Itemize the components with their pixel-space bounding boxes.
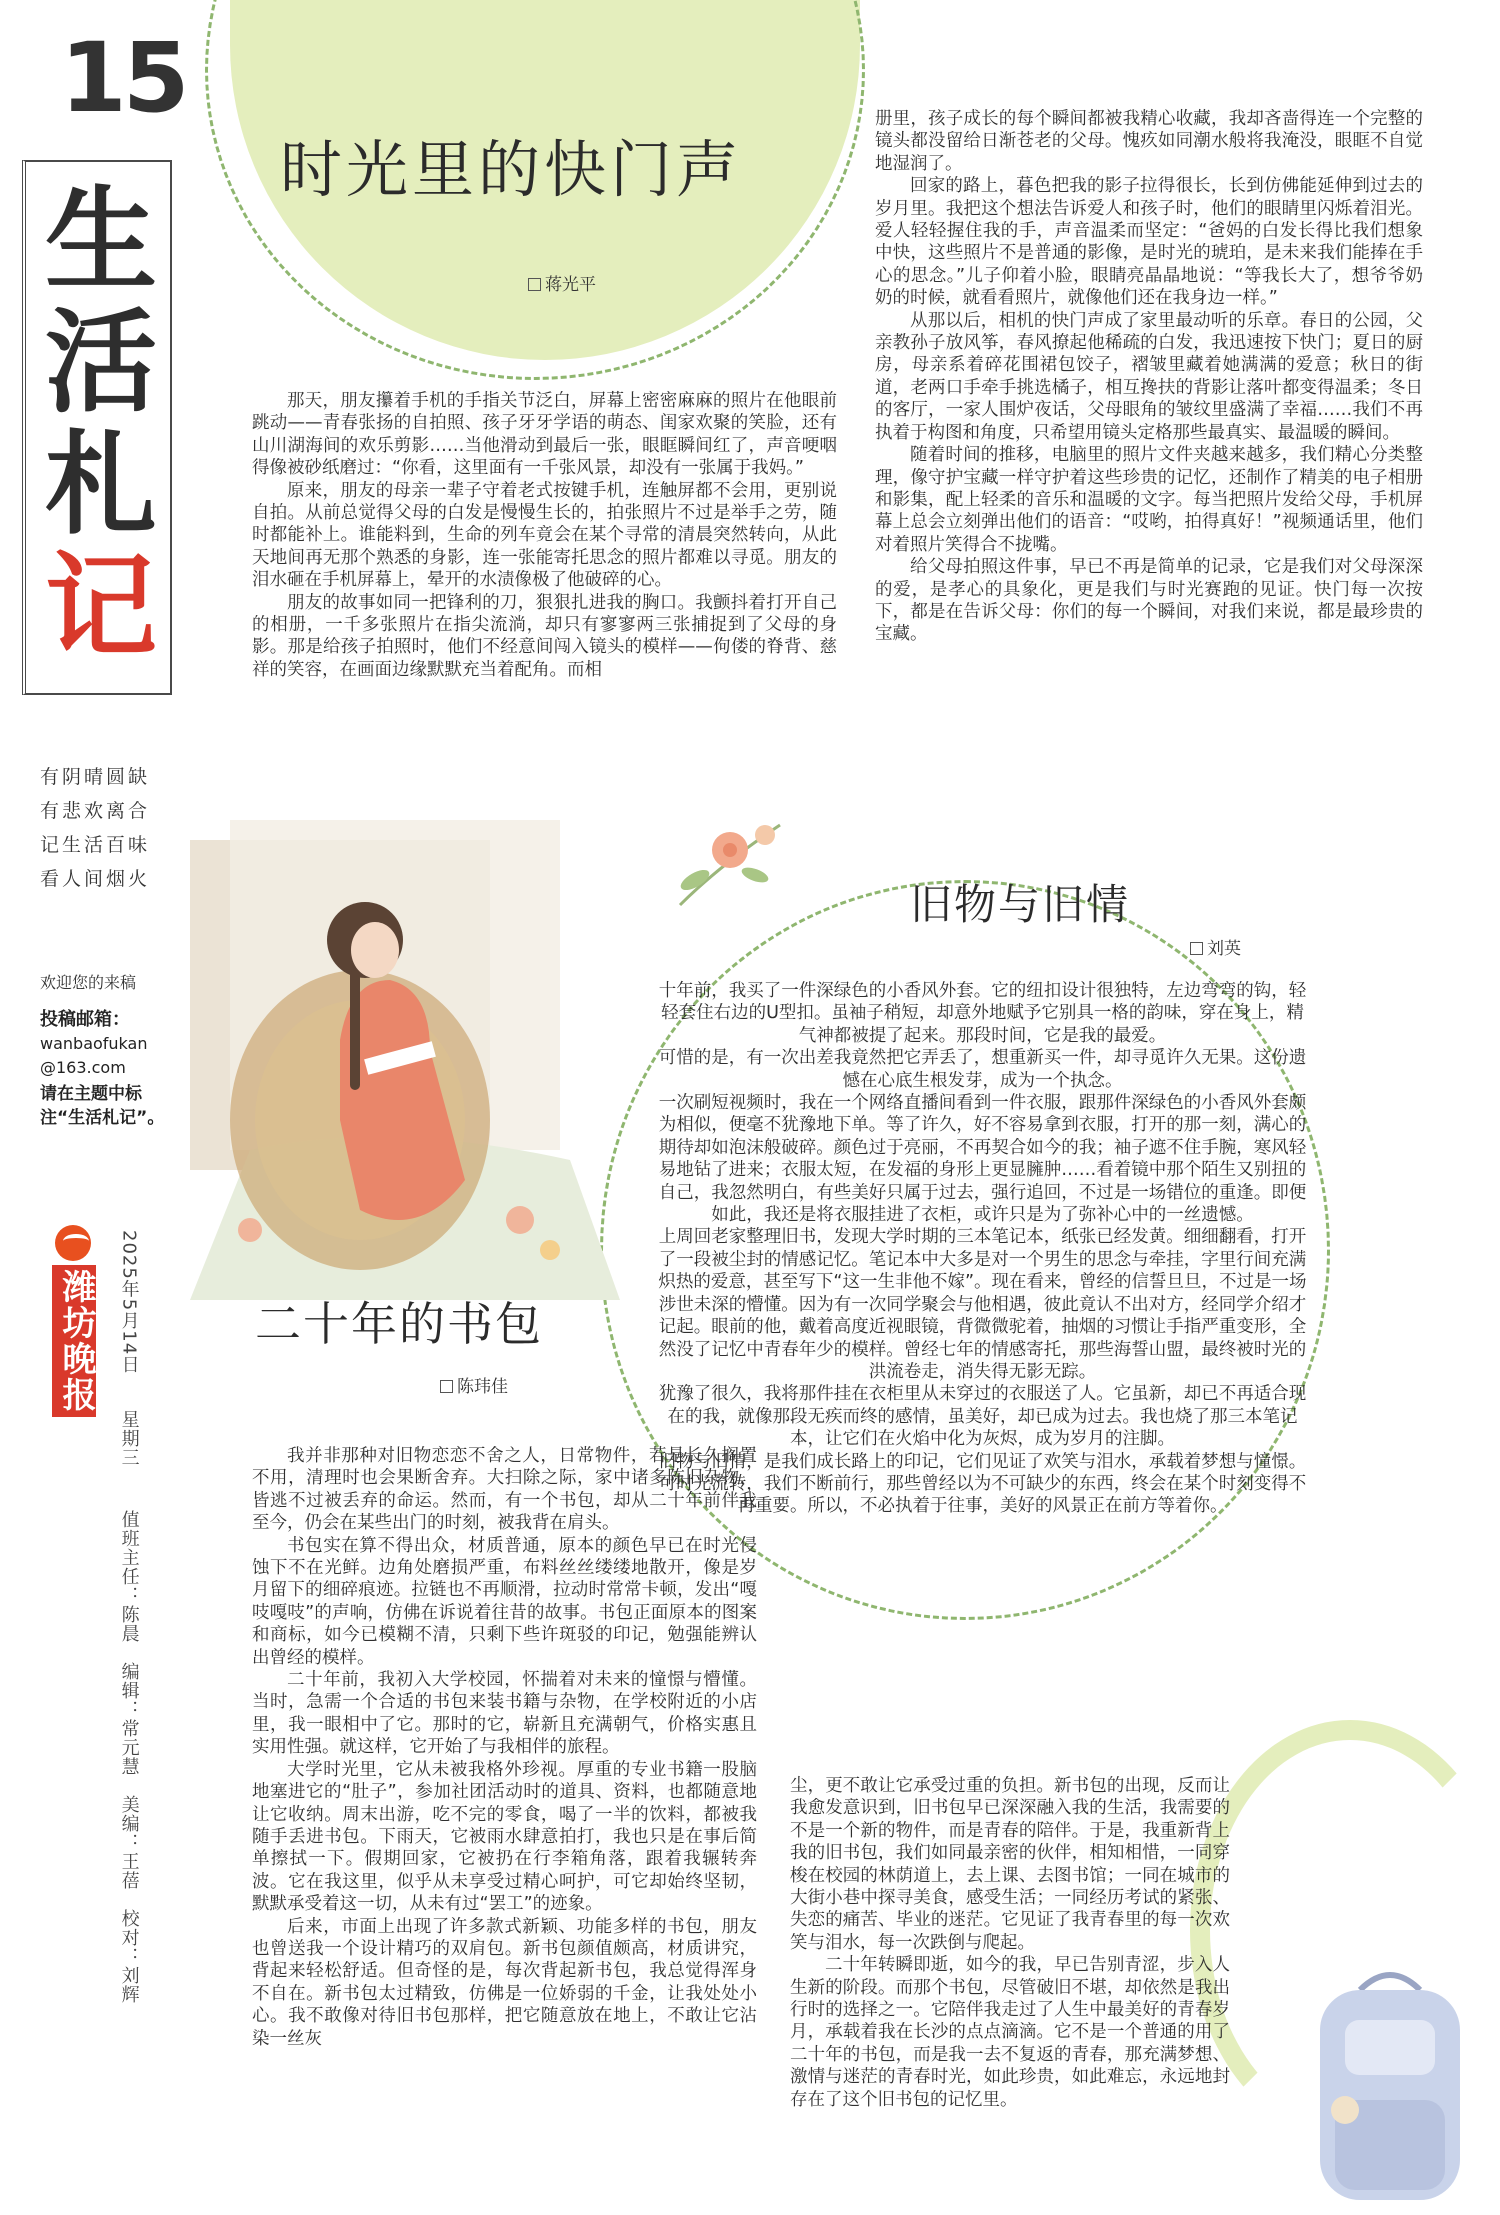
- article1-paragraph: 朋友的故事如同一把锋利的刀，狠狠扎进我的胸口。我颤抖着打开自己的相册，一千多张照片在指尖流淌，却只有寥寥两三张捕捉到了父母的身影。那是给孩子拍照时，他们不经意间闯入镜头的模样——佝偻的脊背、慈祥的笑容，在画面边缘默默充当着配角。而相: [252, 592, 837, 680]
- flower-illustration: [660, 805, 790, 915]
- article1-paragraph: 回家的路上，暮色把我的影子拉得很长，长到仿佛能延伸到过去的岁月里。我把这个想法告诉爱人和孩子时，他们的眼睛里闪烁着泪光。爱人轻轻握住我的手，声音温柔而坚定：“爸妈的白发长得比我们想象中快，这些照片不是普通的影像，是时光的琥珀，是未来我们能捧在手心的思念。”儿子仰着小脸，眼睛亮晶晶地说：“等我长大了，想爷爷奶奶的时候，就看看照片，就像他们还在我身边一样。”: [875, 176, 1423, 309]
- flower-bud: [755, 825, 775, 845]
- article3-paragraph: 二十年转瞬即逝，如今的我，早已告别青涩，步入人生新的阶段。而那个书包，尽管破旧不堪，却依然是我出行时的选择之一。它陪伴我走过了人生中最美好的青春岁月，承载着我在长沙的点点滴滴。它不是一个普通的用了二十年的书包，而是我一去不复返的青春，那充满梦想、激情与迷茫的青春时光，如此珍贵，如此难忘，永远地封存在了这个旧书包的记忆里。: [790, 1955, 1230, 2110]
- article2-paragraph: 旧物与旧情，是我们成长路上的印记，它们见证了欢笑与泪水，承载着梦想与憧憬。可时光流转，我们不断前行，那些曾经以为不可缺少的东西，终会在某个时刻变得不再重要。所以，不必执着于往事，美好的风景正在前方等着你。: [658, 1451, 1307, 1517]
- flower-1: [506, 1206, 534, 1234]
- girl-reading-illustration: [190, 820, 620, 1300]
- issue-weekday: 星期三: [118, 1410, 140, 1467]
- article3-author: 陈玮佳: [440, 1372, 508, 1397]
- backpack-illustration: [1290, 1960, 1490, 2210]
- issue-date: 2025年5月14日: [118, 1230, 140, 1375]
- leaf-2: [740, 865, 770, 886]
- article2-paragraph: 可惜的是，有一次出差我竟然把它弄丢了，想重新买一件，却寻觅许久无果。这份遗憾在心底生根发芽，成为一个执念。: [658, 1048, 1307, 1091]
- column-title-part3: 记: [45, 541, 157, 672]
- article1-body-left: [252, 390, 837, 681]
- article2-title: 旧物与旧情: [910, 880, 1131, 929]
- article3-paragraph: 后来，市面上出现了许多款式新颖、功能多样的书包，朋友也曾送我一个设计精巧的双肩包。新书包颜值颇高，材质讲究，背起来轻松舒适。但奇怪的是，每次背起新书包，我总觉得浑身不自在。新书包太过精致，仿佛是一位娇弱的千金，让我处处小心。我不敢像对待旧书包那样，把它随意放在地上，不敢让它沾染一丝灰: [252, 1916, 757, 2049]
- article3-paragraph: 二十年前，我初入大学校园，怀揣着对未来的憧憬与懵懂。当时，急需一个合适的书包来装书籍与杂物，在学校附近的小店里，我一眼相中了它。那时的它，崭新且充满朝气，价格实惠且实用性强。就这样，它开始了与我相伴的旅程。: [252, 1670, 757, 1758]
- column-title-part2: 札: [45, 419, 157, 550]
- motto-line: 有悲欢离合: [40, 800, 151, 822]
- article2-author: 刘英: [1190, 934, 1241, 959]
- contact-label: 投稿邮箱：: [40, 1009, 130, 1030]
- article3-title: 二十年的书包: [255, 1297, 543, 1351]
- article3-body-left: [252, 1445, 757, 2050]
- column-title: [45, 175, 157, 672]
- article1-paragraph: 从那以后，相机的快门声成了家里最动听的乐章。春日的公园，父亲教孙子放风筝，春风撩起他稀疏的白发，我迅速按下快门；夏日的厨房，母亲系着碎花围裙包饺子，褶皱里藏着她满满的爱意；秋日的街道，老两口手牵手挑选橘子，相互搀扶的背影让落叶都变得温柔；冬日的客厅，一家人围炉夜话，父母眼角的皱纹里盛满了幸福……我们不再执着于构图和角度，只希望用镜头定格那些最真实、最温暖的瞬间。: [875, 310, 1423, 443]
- article1-body-right: [875, 108, 1423, 646]
- backpack-flap: [1345, 2020, 1435, 2075]
- article2-paragraph: 上周回老家整理旧书，发现大学时期的三本笔记本，纸张已经发黄。细细翻看，打开了一段被尘封的情感记忆。笔记本中大多是对一个男生的思念与牵挂，字里行间充满炽热的爱意，甚至写下“这一生非他不嫁”。现在看来，曾经的信誓旦旦，不过是一场涉世未深的懵懂。因为有一次同学聚会与他相遇，彼此竟认不出对方，经同学介绍才记起。眼前的他，戴着高度近视眼镜，背微微驼着，抽烟的习惯让手指严重变形，全然没了记忆中青春年少的模样。曾经七年的情感寄托，那些海誓山盟，最终被时光的洪流卷走，消失得无影无踪。: [658, 1227, 1307, 1382]
- article1-paragraph: 随着时间的推移，电脑里的照片文件夹越来越多，我们精心分类整理，像守护宝藏一样守护着这些珍贵的记忆，还制作了精美的电子相册和影集，配上轻柔的音乐和温暖的文字。每当把照片发给父母，手机屏幕上总会立刻弹出他们的语音：“哎哟，拍得真好！”视频通话里，他们对着照片笑得合不拢嘴。: [875, 445, 1423, 555]
- newspaper-name: 潍坊晚报: [52, 1265, 96, 1417]
- flower-center: [723, 843, 737, 857]
- motto-line: 有阴晴圆缺: [40, 766, 151, 788]
- girl-face: [351, 922, 399, 978]
- article2-paragraph: 十年前，我买了一件深绿色的小香风外套。它的纽扣设计很独特，左边弯弯的钩，轻轻套住右边的U型扣。虽袖子稍短，却意外地赋予它别具一格的韵味，穿在身上，精气神都被提了起来。那段时间，它是我的最爱。: [658, 981, 1307, 1046]
- contact-email[interactable]: [40, 1032, 180, 1080]
- contact-note: 请在主题中标注“生活札记”。: [40, 1084, 165, 1128]
- motto-line: 看人间烟火: [40, 868, 151, 890]
- article1-paragraph: 那天，朋友攥着手机的手指关节泛白，屏幕上密密麻麻的照片在他眼前跳动——青春张扬的自拍照、孩子牙牙学语的萌态、闺家欢聚的笑脸，还有山川湖海间的欢乐剪影……当他滑动到最后一张，眼眶瞬间红了，声音哽咽得像被砂纸磨过：“你看，这里面有一千张风景，却没有一张属于我妈。”: [252, 391, 837, 479]
- article3-body-right: [790, 1775, 1230, 2111]
- motto-line: 记生活百味: [40, 834, 151, 856]
- article2-paragraph: 一次刷短视频时，我在一个网络直播间看到一件衣服，跟那件深绿色的小香风外套颇为相似，便毫不犹豫地下单。等了许久，好不容易拿到衣服，打开的那一刻，满心的期待却如泡沫般破碎。颜色过于亮丽，不再契合如今的我；袖子遮不住手腕，寒风轻易地钻了进来；衣服太短，在发福的身形上更显臃肿……看着镜中那个陌生又别扭的自己，我忽然明白，有些美好只属于过去，强行追回，不过是一场错位的重逢。即便如此，我还是将衣服挂进了衣柜，或许只是为了弥补心中的一丝遗憾。: [658, 1093, 1307, 1226]
- article3-paragraph: 尘，更不敢让它承受过重的负担。新书包的出现，反而让我愈发意识到，旧书包早已深深融入我的生活，我需要的不是一个新的物件，而是青春的陪伴。于是，我重新背上我的旧书包，我们如同最亲密的伙伴，相知相惜，一同穿梭在校园的林荫道上，去上课、去图书馆；一同在城市的大街小巷中探寻美食，感受生活；一同经历考试的紧张、失恋的痛苦、毕业的迷茫。它见证了我青春里的每一次欢笑与泪水，每一次跌倒与爬起。: [790, 1776, 1230, 1953]
- page-number: 15: [60, 22, 186, 134]
- girl-braid: [350, 970, 360, 1090]
- editorial-credits: 值班主任：陈晨 编辑：常元慧 美编：王蓓 校对：刘辉: [118, 1510, 140, 2004]
- flower-2: [540, 1240, 560, 1260]
- column-title-part1: 生活: [45, 175, 157, 428]
- flower-3: [238, 1218, 262, 1242]
- backpack-handle: [1360, 1975, 1420, 1990]
- article1-title: 时光里的快门声: [280, 133, 743, 206]
- article3-paragraph: 我并非那种对旧物恋恋不舍之人，日常物件，若是长久搁置不用，清理时也会果断舍弃。大扫除之际，家中诸多陈旧杂物，皆逃不过被丢弃的命运。然而，有一个书包，却从二十年前伴我至今，仍会在某些出门的时刻，被我背在肩头。: [252, 1446, 757, 1534]
- contact-email-line2: @163.com: [40, 1058, 126, 1077]
- welcome-text: 欢迎您的来稿: [40, 973, 137, 992]
- article2-body: [655, 980, 1310, 1518]
- article1-author: 蒋光平: [528, 270, 596, 295]
- article1-paragraph: 原来，朋友的母亲一辈子守着老式按键手机，连触屏都不会用，更别说自拍。从前总觉得父母的白发是慢慢生长的，拍张照片不过是举手之劳，随时都能补上。谁能料到，生命的列车竟会在某个寻常的清晨突然转向，从此天地间再无那个熟悉的身影，连一张能寄托思念的照片都难以寻觅。朋友的泪水砸在手机屏幕上，晕开的水渍像极了他破碎的心。: [252, 480, 837, 591]
- newspaper-logo-icon: [55, 1225, 91, 1261]
- article3-paragraph: 大学时光里，它从未被我格外珍视。厚重的专业书籍一股脑地塞进它的“肚子”，参加社团活动时的道具、资料，也都随意地让它收纳。周末出游，吃不完的零食，喝了一半的饮料，都被我随手丢进书包。下雨天，它被雨水肆意拍打，我也只是在事后简单擦拭一下。假期回家，它被扔在行李箱角落，跟着我辗转奔波。它在我这里，似乎从未享受过精心呵护，可它却始终坚韧，默默承受着这一切，从未有过“罢工”的迹象。: [252, 1759, 757, 1915]
- column-motto: [40, 760, 180, 896]
- article2-paragraph: 犹豫了很久，我将那件挂在衣柜里从未穿过的衣服送了人。它虽新，却已不再适合现在的我，就像那段无疾而终的感情，虽美好，却已成为过去。我也烧了那三本笔记本，让它们在火焰中化为灰烬，成为岁月的注脚。: [658, 1384, 1307, 1450]
- backpack-charm: [1331, 2096, 1359, 2124]
- contact-email-line1: wanbaofukan: [40, 1034, 148, 1053]
- article1-paragraph: 册里，孩子成长的每个瞬间都被我精心收藏，我却吝啬得连一个完整的镜头都没留给日渐苍老的父母。愧疚如同潮水般将我淹没，眼眶不自觉地湿润了。: [875, 109, 1423, 174]
- article3-paragraph: 书包实在算不得出众，材质普通，原本的颜色早已在时光侵蚀下不在光鲜。边角处磨损严重，布料丝丝缕缕地散开，像是岁月留下的细碎痕迹。拉链也不再顺滑，拉动时常常卡顿，发出“嘎吱嘎吱”的声响，仿佛在诉说着往昔的故事。书包正面原本的图案和商标，如今已模糊不清，只剩下些许斑驳的印记，勉强能辨认出曾经的模样。: [252, 1535, 757, 1668]
- article1-paragraph: 给父母拍照这件事，早已不再是简单的记录，它是我们对父母深深的爱，是孝心的具象化，更是我们与时光赛跑的见证。快门每一次按下，都是在告诉父母：你们的每一个瞬间，对我们来说，都是最珍贵的宝藏。: [875, 557, 1423, 645]
